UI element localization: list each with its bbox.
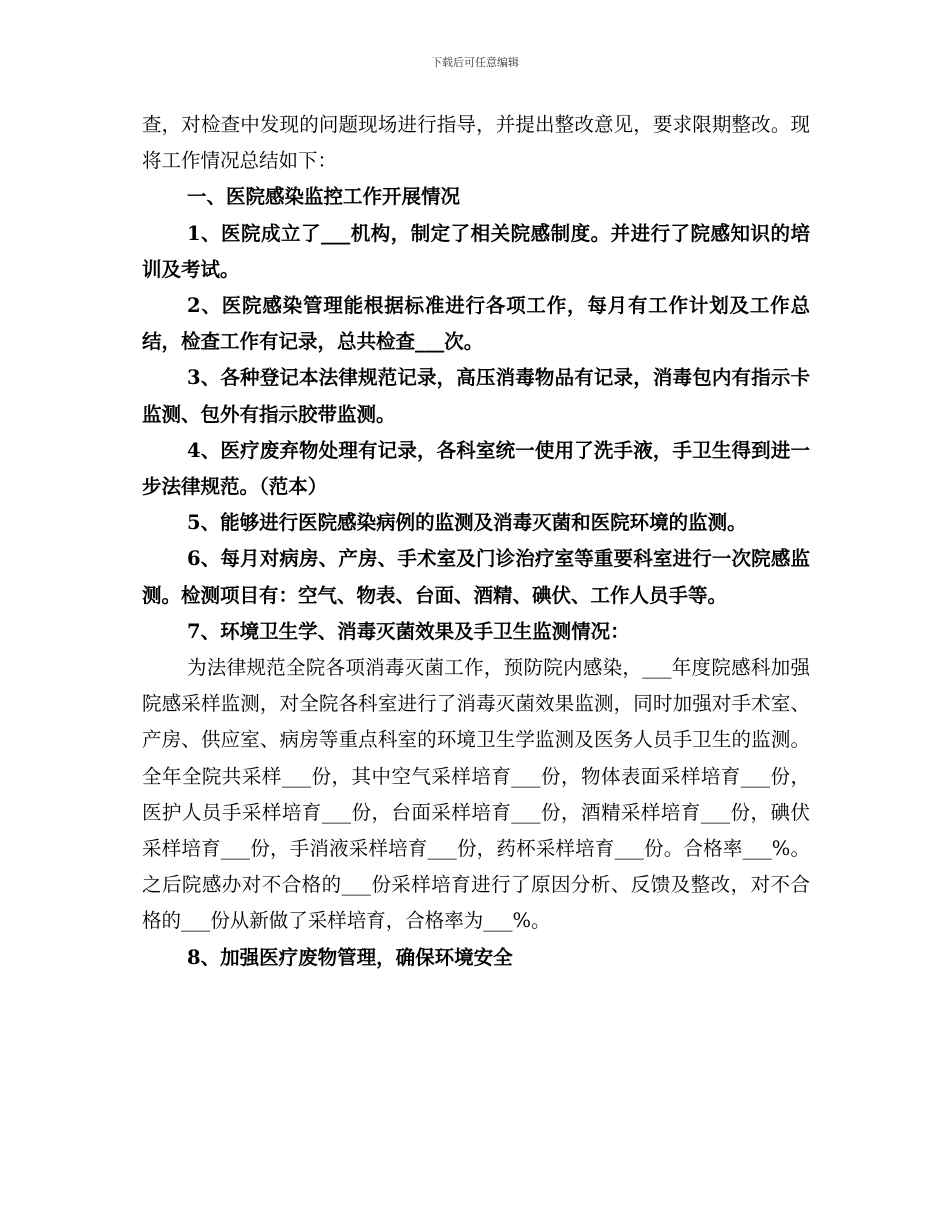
item-7: 7、环境卫生学、消毒灭菌效果及手卫生监测情况： — [187, 619, 630, 643]
item-6: 6、每月对病房、产房、手术室及门诊治疗室等重要科室进行一次院感监测。检测项目有：空气、物表、台面、酒精、碘伏、工作人员手等。 — [142, 547, 810, 607]
item-3: 3、各种登记本法律规范记录，高压消毒物品有记录，消毒包内有指示卡监测、包外有指示胶带监测。 — [142, 366, 810, 426]
page-header: 下载后可任意编辑 — [431, 56, 519, 69]
item-8: 8、加强医疗废物管理，确保环境安全 — [187, 945, 513, 969]
paragraph-continuation: 查，对检查中发现的问题现场进行指导，并提出整改意见，要求限期整改。现将工作情况总结如下： — [142, 113, 810, 173]
item-1: 1、医院成立了___机构，制定了相关院感制度。并进行了院感知识的培训及考试。 — [142, 221, 810, 281]
item-2: 2、医院感染管理能根据标准进行各项工作，每月有工作计划及工作总结，检查工作有记录，总共检查___次。 — [142, 294, 810, 354]
section-heading: 一、医院感染监控工作开展情况 — [187, 185, 461, 209]
item-7-detail: 为法律规范全院各项消毒灭菌工作，预防院内感染，___年度院感科加强院感采样监测，对全院各科室进行了消毒灭菌效果监测，同时加强对手术室、产房、供应室、病房等重点科室的环境卫生学监测及医务人员手卫生的监测。全年全院共采样___份，其中空气采样培育___份，物体表面采样培育___份，医护人员手采样培育___份，台面采样培育___份，酒精采样培育___份，碘伏采样培育___份，手消液采样培育___份，药杯采样培育___份。合格率___%。之后院感办对不合格的___份采样培育进行了原因分析、反馈及整改，对不合格的___份从新做了采样培育，合格率为___%。 — [142, 656, 810, 933]
document-body — [142, 107, 810, 976]
item-5: 5、能够进行医院感染病例的监测及消毒灭菌和医院环境的监测。 — [187, 511, 747, 535]
item-4: 4、医疗废弃物处理有记录，各科室统一使用了洗手液，手卫生得到进一步法律规范。（范本） — [142, 438, 810, 499]
